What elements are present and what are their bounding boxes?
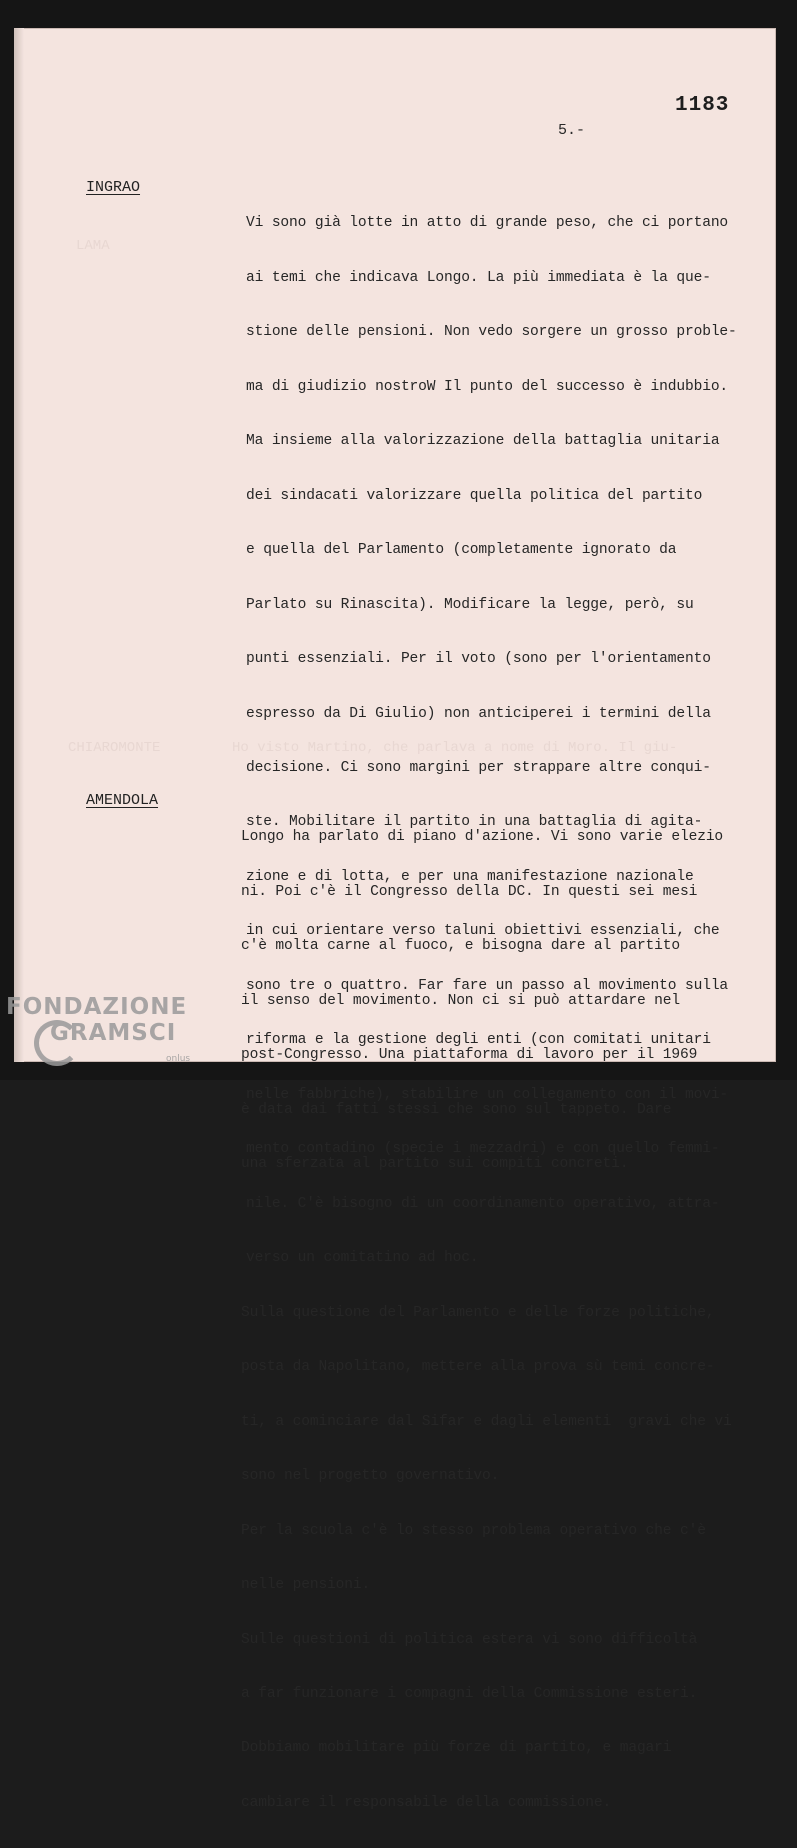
watermark-line2: GRAMSCI bbox=[50, 1020, 177, 1046]
text-line: stione delle pensioni. Non vedo sorgere un grosso proble- bbox=[246, 324, 737, 341]
text-line: Longo ha parlato di piano d'azione. Vi sono varie elezio bbox=[241, 829, 724, 846]
watermark-sub: onlus bbox=[166, 1054, 191, 1064]
text-line: e quella del Parlamento (completamente ignorato da bbox=[246, 542, 677, 559]
speech-amendola bbox=[241, 792, 723, 1210]
text-line: il senso del movimento. Non ci si può attardare nel bbox=[241, 992, 680, 1009]
section-number: 5.- bbox=[558, 122, 586, 139]
text-line: decisione. Ci sono margini per strappare altre conqui- bbox=[246, 760, 711, 776]
text-line: Sulle questioni di politica estera vi sono difficoltà bbox=[241, 1631, 698, 1648]
text-line: Parlato su Rinascita). Modificare la legge, però, su bbox=[246, 596, 694, 613]
show-through-speaker: CHIAROMONTE bbox=[68, 740, 161, 756]
text-line: Per la scuola c'è lo stesso problema operativo che c'è bbox=[241, 1522, 706, 1539]
text-line: nelle pensioni. bbox=[241, 1577, 371, 1594]
speaker-ingrao: INGRAO bbox=[86, 179, 141, 196]
text-line: ma di giudizio nostroW Il punto del successo è indubbio. bbox=[246, 378, 729, 395]
text-line: ste. Mobilitare il partito in una battaglia di agita- bbox=[246, 814, 703, 831]
text-line: verso un comitatino ad hoc. bbox=[246, 1250, 479, 1267]
text-line: ni. Poi c'è il Congresso della DC. In questi sei mesi bbox=[241, 883, 698, 900]
text-line: cambiare il responsabile della commissione. bbox=[241, 1794, 612, 1811]
text-line: sono tre o quattro. Far fare un passo al movimento sulla bbox=[246, 977, 729, 994]
fondazione-gramsci-watermark bbox=[6, 994, 191, 1064]
text-line: sono nel progetto governativo. bbox=[241, 1468, 500, 1485]
text-line: una sferzata al partito sui compiti concreti. bbox=[241, 1156, 629, 1173]
text-line: Vi sono già lotte in atto di grande peso, che ci portano bbox=[246, 215, 729, 232]
text-line: riforma e la gestione degli enti (con comitati unitari bbox=[246, 1032, 711, 1049]
text-line: dei sindacati valorizzare quella politica del partito bbox=[246, 487, 703, 504]
show-through-speaker: LAMA bbox=[76, 238, 110, 254]
page-edge-shadow bbox=[14, 28, 24, 1062]
text-line: nile. C'è bisogno di un coordinamento operativo, attra- bbox=[246, 1195, 720, 1212]
text-line: posta da Napolitano, mettere alla prova sù temi concre- bbox=[241, 1359, 715, 1376]
show-through-text: Ho visto Martino, che parlava a nome di Moro. Il giu- bbox=[232, 740, 678, 756]
text-line: espresso da Di Giulio) non anticiperei i termini della bbox=[246, 705, 711, 722]
text-line: c'è molta carne al fuoco, e bisogna dare al partito bbox=[241, 938, 680, 955]
watermark-line1: FONDAZIONE bbox=[6, 994, 188, 1020]
text-line: ti, a cominciare dal Sifar e dagli elementi gravi che vi bbox=[241, 1413, 732, 1430]
text-line: post-Congresso. Una piattaforma di lavoro per il 1969 bbox=[241, 1047, 698, 1064]
text-line: Sulla questione del Parlamento e delle forze politiche, bbox=[241, 1304, 715, 1321]
text-line: ai temi che indicava Longo. La più immediata è la que- bbox=[246, 269, 711, 286]
page-number: 1183 bbox=[675, 94, 730, 117]
text-line: in cui orientare verso taluni obiettivi essenziali, che bbox=[246, 923, 720, 940]
speaker-amendola: AMENDOLA bbox=[86, 792, 159, 809]
text-line: è data dai fatti stessi che sono sul tappeto. Dare bbox=[241, 1101, 672, 1118]
text-line: punti essenziali. Per il voto (sono per l'orientamento bbox=[246, 651, 711, 668]
text-line: mento contadino (specie i mezzadri) e con quello femmi- bbox=[246, 1141, 720, 1158]
text-line: Dobbiamo mobilitare più forze di partito, e magari bbox=[241, 1740, 672, 1757]
text-line: zione e di lotta, e per una manifestazione nazionale bbox=[246, 868, 694, 885]
text-line: nelle fabbriche), stabilire un collegamento con il movi- bbox=[246, 1086, 729, 1103]
text-line: a far funzionare i compagni della Commissione esteri. bbox=[241, 1685, 698, 1702]
text-line: Ma insieme alla valorizzazione della battaglia unitaria bbox=[246, 433, 720, 450]
